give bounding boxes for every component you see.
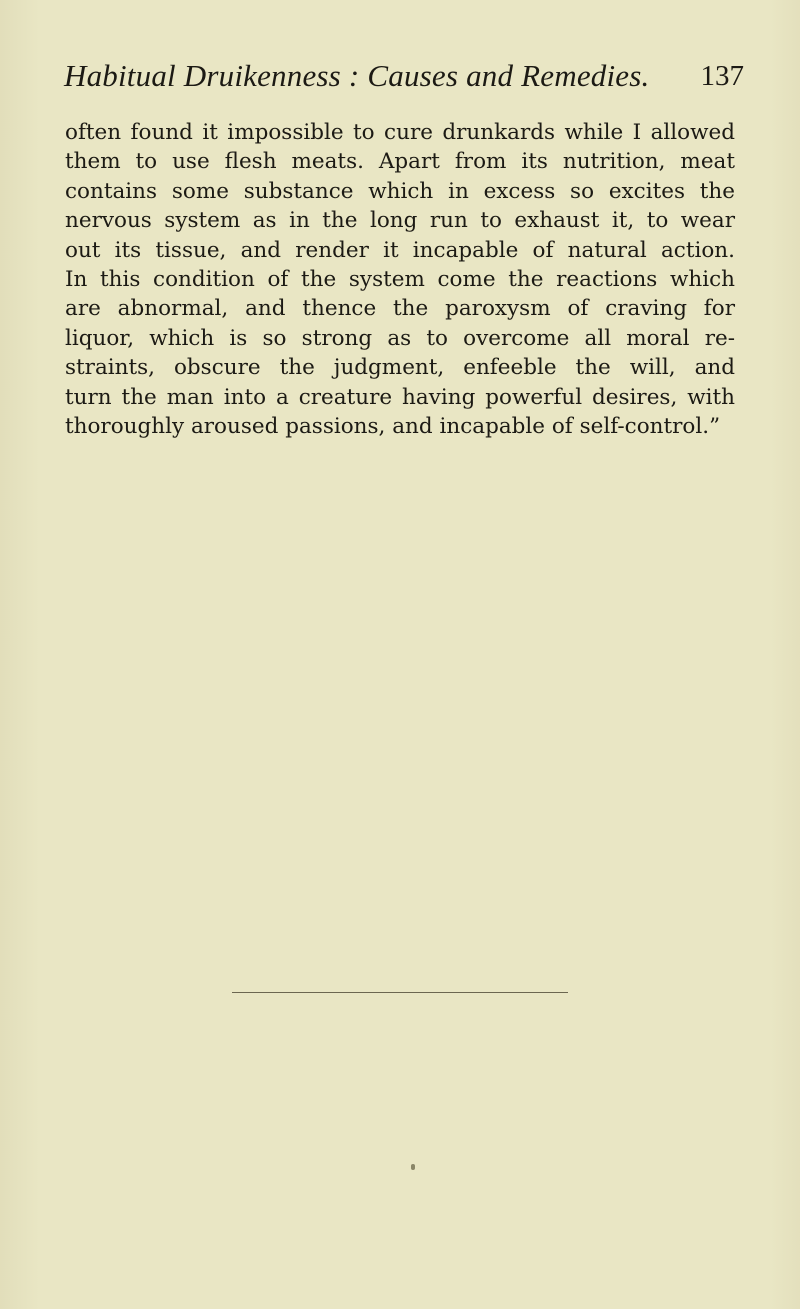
text-line: are abnormal, and thence the paroxysm of craving for — [65, 296, 735, 322]
text-line-last: thoroughly aroused passions, and incapable of self-control.” — [65, 413, 721, 439]
text-line: straints, obscure the judgment, enfeeble the will, and — [65, 355, 735, 381]
running-title: Habitual Druikenness : Causes and Remedies. — [64, 58, 650, 93]
text-line: contains some substance which in excess so excites the — [65, 178, 735, 204]
text-line: turn the man into a creature having powerful desires, with — [65, 384, 735, 410]
text-line: out its tissue, and render it incapable of natural action. — [65, 237, 735, 263]
text-line: them to use flesh meats. Apart from its nutrition, meat — [65, 149, 735, 175]
text-line: liquor, which is so strong as to overcome all moral re- — [65, 325, 735, 351]
body-paragraph — [65, 118, 735, 441]
page-number: 137 — [700, 60, 744, 92]
paper-speck — [411, 1164, 415, 1170]
text-line: often found it impossible to cure drunkards while I allowed — [65, 120, 735, 145]
text-line: In this condition of the system come the reactions which — [65, 266, 735, 292]
text-line: nervous system as in the long run to exhaust it, to wear — [65, 208, 735, 234]
section-divider — [232, 992, 568, 993]
running-head — [64, 58, 744, 102]
